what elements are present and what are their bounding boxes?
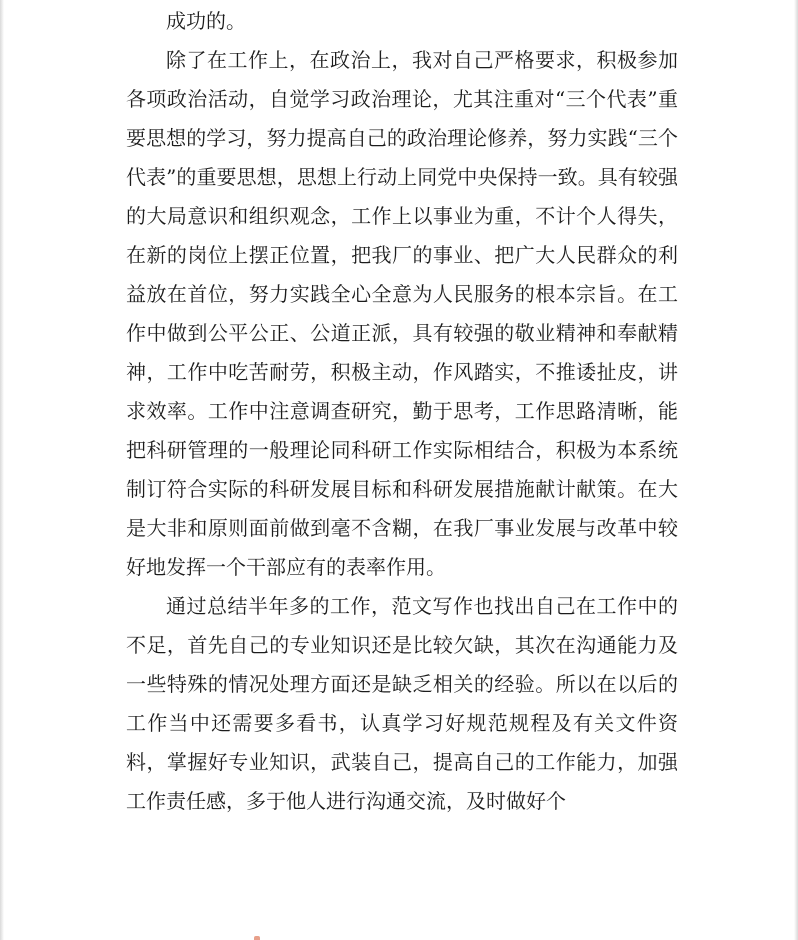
page-right-edge xyxy=(794,0,798,940)
document-body xyxy=(126,2,678,821)
paragraph-shortcomings: 通过总结半年多的工作，范文写作也找出自己在工作中的不足，首先自己的专业知识还是比较欠缺，其次在沟通能力及一些特殊的情况处理方面还是缺乏相关的经验。所以在以后的工作当中还需要多看书，认真学习好规范规程及有关文件资料，掌握好专业知识，武装自己，提高自己的工作能力，加强工作责任感，多于他人进行沟通交流，及时做好个 xyxy=(126,594,678,813)
paragraph-continuation: 成功的。 xyxy=(166,9,246,33)
page-left-edge xyxy=(0,0,4,940)
paragraph-political-conduct: 除了在工作上，在政治上，我对自己严格要求，积极参加各项政治活动，自觉学习政治理论，尤其注重对“三个代表”重要思想的学习，努力提高自己的政治理论修养，努力实践“三个代表”的重要思想，思想上行动上同党中央保持一致。具有较强的大局意识和组织观念，工作上以事业为重，不计个人得失，在新的岗位上摆正位置，把我厂的事业、把广大人民群众的利益放在首位，努力实践全心全意为人民服务的根本宗旨。在工作中做到公平公正、公道正派，具有较强的敬业精神和奉献精神，工作中吃苦耐劳，积极主动，作风踏实，不推诿扯皮，讲求效率。工作中注意调查研究，勤于思考，工作思路清晰，能把科研管理的一般理论同科研工作实际相结合，积极为本系统制订符合实际的科研发展目标和科研发展措施献计献策。在大是大非和原则面前做到毫不含糊，在我厂事业发展与改革中较好地发挥一个干部应有的表率作用。 xyxy=(126,48,678,579)
page-bottom-mark xyxy=(254,936,260,940)
